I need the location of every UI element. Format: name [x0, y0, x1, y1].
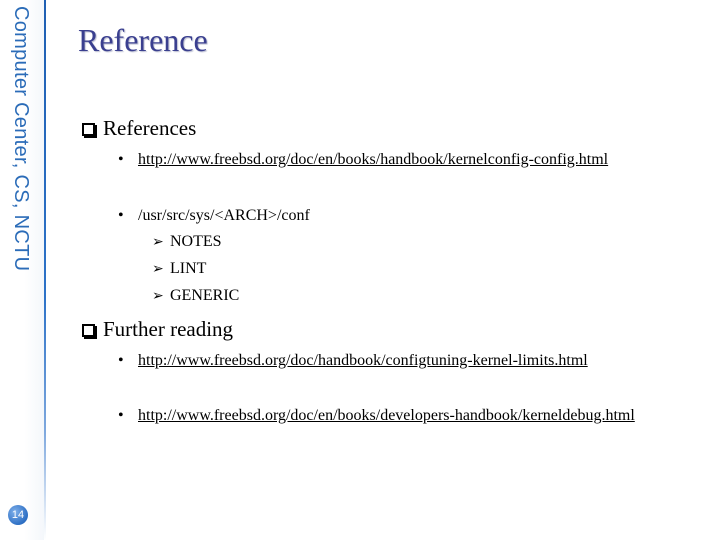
- list-item[interactable]: [118, 402, 698, 430]
- sub-item-label: NOTES: [170, 233, 222, 250]
- bullet-icon: •: [118, 407, 124, 424]
- sub-list-item: [152, 287, 239, 305]
- arrow-bullet-icon: ➢: [152, 262, 164, 277]
- sub-list-item: [152, 260, 206, 278]
- arrow-bullet-icon: ➢: [152, 289, 164, 304]
- sidebar-title: Computer Center, CS, NCTU: [10, 6, 32, 272]
- bullet-icon: •: [118, 352, 124, 369]
- page-number: 14: [8, 505, 28, 525]
- sidebar-divider: [44, 0, 46, 540]
- reference-link[interactable]: http://www.freebsd.org/doc/en/books/developers-handbook/kerneldebug.html: [138, 407, 635, 424]
- bullet-icon: •: [118, 151, 124, 168]
- sub-item-label: GENERIC: [170, 287, 240, 304]
- list-item[interactable]: [118, 146, 698, 174]
- slide-title: Reference: [78, 22, 208, 58]
- list-item[interactable]: [118, 347, 698, 375]
- list-item: [118, 202, 698, 230]
- sub-item-label: LINT: [170, 260, 207, 277]
- reference-link[interactable]: http://www.freebsd.org/doc/en/books/handbook/kernelconfig-config.html: [138, 151, 609, 168]
- reference-link[interactable]: http://www.freebsd.org/doc/handbook/configtuning-kernel-limits.html: [138, 352, 588, 369]
- checkbox-bullet-icon: [82, 123, 95, 136]
- config-path: /usr/src/sys/<ARCH>/conf: [138, 207, 310, 224]
- checkbox-bullet-icon: [82, 324, 95, 337]
- section-heading: References: [103, 116, 197, 140]
- section-heading: Further reading: [103, 317, 234, 341]
- bullet-icon: •: [118, 207, 124, 224]
- arrow-bullet-icon: ➢: [152, 235, 164, 250]
- sub-list-item: [152, 233, 222, 251]
- section-further-reading: [82, 317, 233, 342]
- section-references: [82, 116, 196, 141]
